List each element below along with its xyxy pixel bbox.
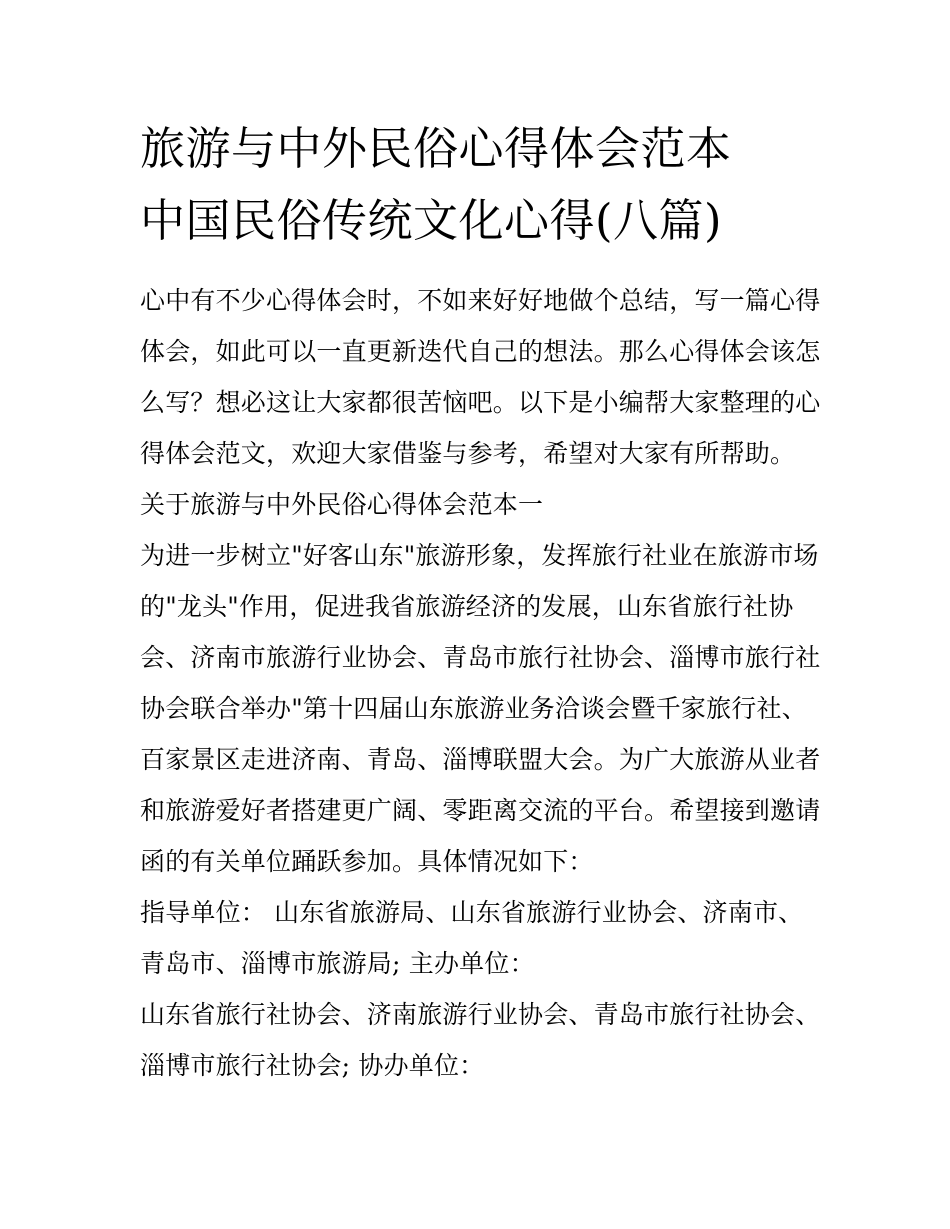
intro-paragraph-line: 么写？想必这让大家都很苦恼吧。以下是小编帮大家整理的心 (140, 388, 821, 417)
guiding-units-line: 指导单位： 山东省旅游局、山东省旅游行业协会、济南市、 (140, 898, 804, 927)
document-title (140, 113, 820, 257)
document-body (140, 275, 820, 1091)
intro-paragraph-line: 体会，如此可以一直更新迭代自己的想法。那么心得体会该怎 (140, 337, 821, 366)
body-paragraph-line: 为进一步树立"好客山东"旅游形象，发挥旅行社业在旅游市场 (140, 541, 819, 570)
intro-paragraph-line: 得体会范文，欢迎大家借鉴与参考，希望对大家有所帮助。 (140, 439, 796, 468)
body-paragraph-line: 函的有关单位踊跃参加。具体情况如下： (140, 847, 594, 876)
body-paragraph-line: 百家景区走进济南、青岛、淄博联盟大会。为广大旅游从业者 (140, 745, 821, 774)
organizers-line: 淄博市旅行社协会; 协办单位： (140, 1051, 485, 1080)
body-paragraph-line: 和旅游爱好者搭建更广阔、零距离交流的平台。希望接到邀请 (140, 796, 821, 825)
body-paragraph-line: 的"龙头"作用，促进我省旅游经济的发展，山东省旅行社协 (140, 592, 794, 621)
title-line-1: 旅游与中外民俗心得体会范本 (140, 122, 732, 175)
intro-paragraph-line: 心中有不少心得体会时，不如来好好地做个总结，写一篇心得 (140, 286, 821, 315)
body-paragraph-line: 协会联合举办"第十四届山东旅游业务洽谈会暨千家旅行社、 (140, 694, 807, 723)
title-line-2: 中国民俗传统文化心得(八篇) (140, 194, 723, 247)
guiding-units-line: 青岛市、淄博市旅游局; 主办单位： (140, 949, 535, 978)
body-paragraph-line: 会、济南市旅游行业协会、青岛市旅行社协会、淄博市旅行社 (140, 643, 821, 672)
organizers-line: 山东省旅行社协会、济南旅游行业协会、青岛市旅行社协会、 (140, 1000, 821, 1029)
section-heading: 关于旅游与中外民俗心得体会范本一 (140, 490, 544, 519)
